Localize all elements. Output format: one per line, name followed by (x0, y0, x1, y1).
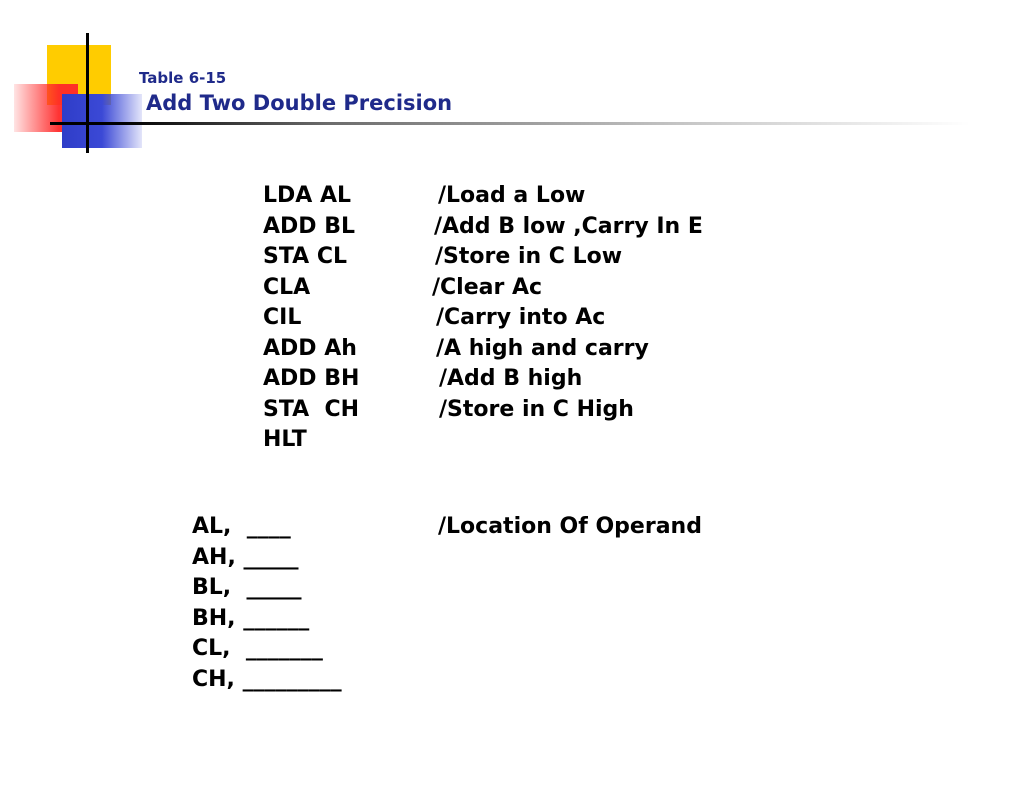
slide-subtitle: Table 6-15 (139, 69, 227, 87)
operand-line (192, 634, 323, 665)
program-line (263, 364, 583, 395)
logo-vertical-line (86, 33, 89, 153)
program-line (263, 181, 586, 212)
operand-line (192, 573, 302, 604)
operand-line (192, 665, 342, 696)
operand-line (192, 543, 299, 574)
instruction-comment: /Add B low ,Carry In E (434, 213, 703, 239)
instruction: LDA AL (263, 183, 352, 208)
instruction: ADD BL (263, 213, 355, 239)
instruction: CLA (263, 274, 311, 300)
program-line (263, 212, 703, 243)
instruction: ADD BH (263, 366, 360, 391)
instruction: STA CH (263, 396, 360, 422)
instruction-comment: /Store in C Low (435, 244, 623, 269)
operand-label: BL, _____ (192, 575, 302, 600)
operand-label: BH, ______ (192, 605, 310, 631)
operand-line (192, 512, 702, 543)
instruction-comment: /Load a Low (438, 183, 586, 208)
operand-line (192, 604, 310, 635)
operand-label: CL, _______ (192, 636, 323, 661)
slide-logo (0, 0, 160, 160)
program-line (263, 303, 606, 334)
instruction: STA CL (263, 244, 347, 269)
program-line (263, 395, 634, 426)
operand-label: CH, _________ (192, 666, 342, 692)
logo-blue-square (62, 94, 142, 148)
operand-comment: /Location Of Operand (438, 514, 702, 539)
instruction: CIL (263, 305, 302, 330)
instruction-comment: /Store in C High (439, 396, 634, 422)
operand-label: AH, _____ (192, 544, 299, 570)
operand-label: AL, ____ (192, 514, 291, 539)
slide-title: Add Two Double Precision (146, 91, 453, 115)
program-line (263, 425, 307, 456)
program-line (263, 273, 543, 304)
instruction: ADD Ah (263, 335, 357, 361)
instruction-comment: /Add B high (439, 366, 583, 391)
instruction: HLT (263, 427, 307, 452)
program-listing (263, 181, 703, 456)
title-divider (50, 122, 970, 125)
operand-declarations (192, 512, 702, 695)
instruction-comment: /Carry into Ac (436, 305, 606, 330)
program-line (263, 242, 623, 273)
instruction-comment: /A high and carry (436, 335, 649, 361)
instruction-comment: /Clear Ac (432, 274, 543, 300)
program-line (263, 334, 649, 365)
